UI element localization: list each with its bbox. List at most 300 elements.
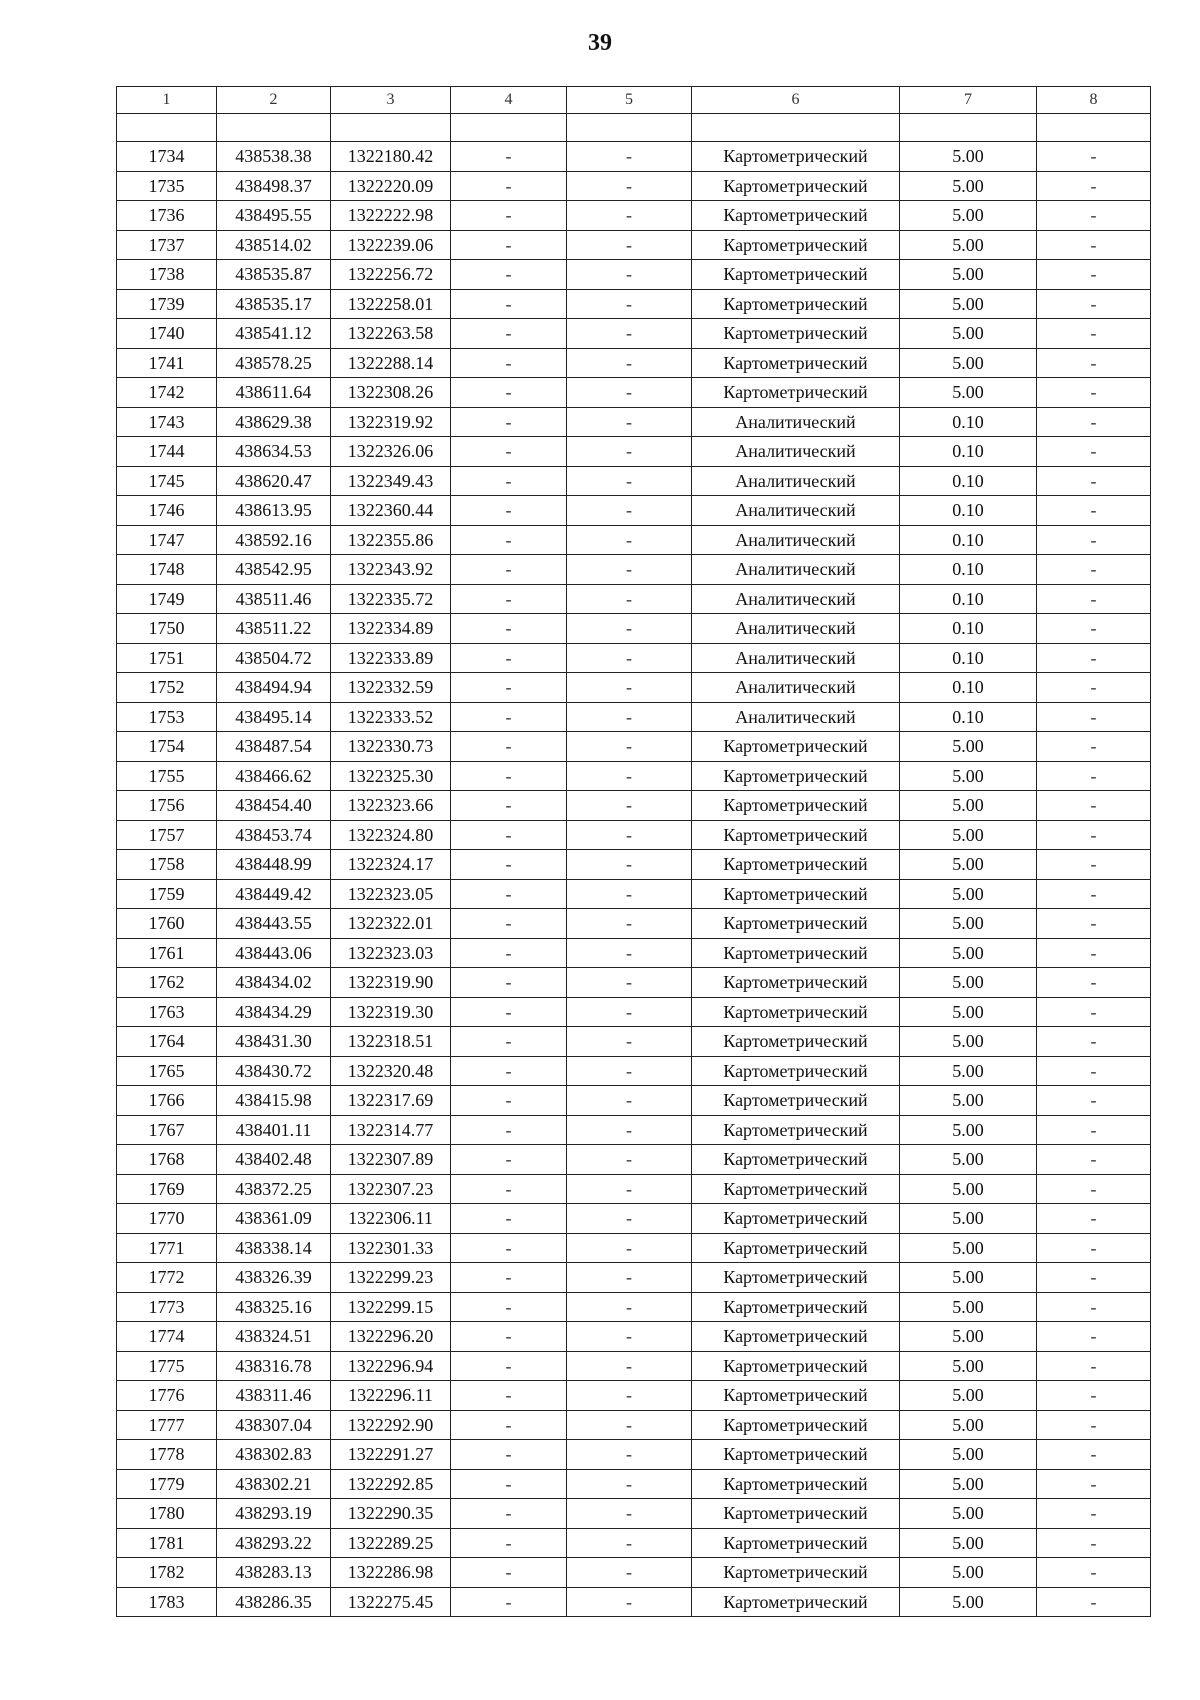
column-header-2: 2 [217,87,331,114]
col5-cell: - [567,525,692,555]
col8-cell: - [1037,1587,1151,1617]
method-cell: Аналитический [692,407,900,437]
col5-cell: - [567,1322,692,1352]
col4-cell: - [451,1263,567,1293]
accuracy-cell: 5.00 [900,1145,1037,1175]
x-coordinate-cell: 438542.95 [217,555,331,585]
method-cell: Картометрический [692,230,900,260]
x-coordinate-cell: 438498.37 [217,171,331,201]
accuracy-cell: 5.00 [900,1440,1037,1470]
table-row [117,850,1151,880]
y-coordinate-cell: 1322324.17 [331,850,451,880]
y-coordinate-cell: 1322334.89 [331,614,451,644]
col5-cell: - [567,850,692,880]
col4-cell: - [451,584,567,614]
x-coordinate-cell: 438541.12 [217,319,331,349]
col8-cell: - [1037,319,1151,349]
col8-cell: - [1037,1233,1151,1263]
method-cell: Картометрический [692,1086,900,1116]
y-coordinate-cell: 1322306.11 [331,1204,451,1234]
col4-cell: - [451,1027,567,1057]
x-coordinate-cell: 438620.47 [217,466,331,496]
method-cell: Картометрический [692,1351,900,1381]
table-header [117,87,1151,142]
table-row [117,348,1151,378]
x-coordinate-cell: 438434.02 [217,968,331,998]
x-coordinate-cell: 438514.02 [217,230,331,260]
x-coordinate-cell: 438511.46 [217,584,331,614]
col5-cell: - [567,791,692,821]
method-cell: Картометрический [692,1292,900,1322]
y-coordinate-cell: 1322290.35 [331,1499,451,1529]
x-coordinate-cell: 438325.16 [217,1292,331,1322]
col8-cell: - [1037,997,1151,1027]
point-number-cell: 1736 [117,201,217,231]
point-number-cell: 1747 [117,525,217,555]
col8-cell: - [1037,850,1151,880]
x-coordinate-cell: 438293.19 [217,1499,331,1529]
y-coordinate-cell: 1322320.48 [331,1056,451,1086]
point-number-cell: 1773 [117,1292,217,1322]
column-header-1: 1 [117,87,217,114]
method-cell: Картометрический [692,171,900,201]
point-number-cell: 1765 [117,1056,217,1086]
col5-cell: - [567,1174,692,1204]
table-row [117,1204,1151,1234]
table-row [117,791,1151,821]
accuracy-cell: 5.00 [900,1381,1037,1411]
table-row [117,1174,1151,1204]
y-coordinate-cell: 1322319.30 [331,997,451,1027]
col5-cell: - [567,702,692,732]
y-coordinate-cell: 1322330.73 [331,732,451,762]
method-cell: Аналитический [692,437,900,467]
accuracy-cell: 5.00 [900,1174,1037,1204]
col4-cell: - [451,230,567,260]
method-cell: Картометрический [692,1233,900,1263]
col5-cell: - [567,319,692,349]
method-cell: Картометрический [692,1204,900,1234]
table-row [117,1499,1151,1529]
x-coordinate-cell: 438293.22 [217,1528,331,1558]
x-coordinate-cell: 438454.40 [217,791,331,821]
x-coordinate-cell: 438449.42 [217,879,331,909]
x-coordinate-cell: 438434.29 [217,997,331,1027]
x-coordinate-cell: 438443.55 [217,909,331,939]
y-coordinate-cell: 1322323.03 [331,938,451,968]
accuracy-cell: 5.00 [900,1204,1037,1234]
accuracy-cell: 5.00 [900,142,1037,172]
blank-cell [451,114,567,142]
method-cell: Картометрический [692,1381,900,1411]
x-coordinate-cell: 438487.54 [217,732,331,762]
method-cell: Картометрический [692,1027,900,1057]
col5-cell: - [567,260,692,290]
col8-cell: - [1037,1056,1151,1086]
col5-cell: - [567,1292,692,1322]
point-number-cell: 1734 [117,142,217,172]
col4-cell: - [451,1174,567,1204]
table-row [117,407,1151,437]
method-cell: Аналитический [692,466,900,496]
col8-cell: - [1037,289,1151,319]
point-number-cell: 1745 [117,466,217,496]
table-row [117,201,1151,231]
accuracy-cell: 0.10 [900,466,1037,496]
col8-cell: - [1037,1528,1151,1558]
blank-row [117,114,1151,142]
x-coordinate-cell: 438401.11 [217,1115,331,1145]
accuracy-cell: 5.00 [900,1233,1037,1263]
accuracy-cell: 5.00 [900,820,1037,850]
accuracy-cell: 0.10 [900,702,1037,732]
col4-cell: - [451,201,567,231]
y-coordinate-cell: 1322335.72 [331,584,451,614]
accuracy-cell: 0.10 [900,437,1037,467]
method-cell: Картометрический [692,378,900,408]
col4-cell: - [451,761,567,791]
col8-cell: - [1037,1440,1151,1470]
method-cell: Картометрический [692,850,900,880]
col4-cell: - [451,1440,567,1470]
col5-cell: - [567,289,692,319]
x-coordinate-cell: 438511.22 [217,614,331,644]
col8-cell: - [1037,1410,1151,1440]
table-row [117,879,1151,909]
col5-cell: - [567,1528,692,1558]
x-coordinate-cell: 438448.99 [217,850,331,880]
method-cell: Картометрический [692,348,900,378]
col8-cell: - [1037,643,1151,673]
table-row [117,1469,1151,1499]
table-row [117,1440,1151,1470]
col5-cell: - [567,1558,692,1588]
table-row [117,732,1151,762]
col4-cell: - [451,407,567,437]
y-coordinate-cell: 1322180.42 [331,142,451,172]
accuracy-cell: 5.00 [900,1086,1037,1116]
method-cell: Картометрический [692,1410,900,1440]
col8-cell: - [1037,1027,1151,1057]
method-cell: Картометрический [692,1528,900,1558]
method-cell: Картометрический [692,820,900,850]
point-number-cell: 1766 [117,1086,217,1116]
x-coordinate-cell: 438592.16 [217,525,331,555]
col5-cell: - [567,673,692,703]
col5-cell: - [567,1145,692,1175]
point-number-cell: 1775 [117,1351,217,1381]
point-number-cell: 1739 [117,289,217,319]
point-number-cell: 1758 [117,850,217,880]
col4-cell: - [451,850,567,880]
column-number-row [117,87,1151,114]
col5-cell: - [567,378,692,408]
col8-cell: - [1037,968,1151,998]
method-cell: Аналитический [692,702,900,732]
col5-cell: - [567,879,692,909]
point-number-cell: 1740 [117,319,217,349]
x-coordinate-cell: 438629.38 [217,407,331,437]
method-cell: Картометрический [692,909,900,939]
col8-cell: - [1037,1174,1151,1204]
col5-cell: - [567,496,692,526]
col4-cell: - [451,643,567,673]
point-number-cell: 1756 [117,791,217,821]
method-cell: Картометрический [692,1263,900,1293]
blank-cell [567,114,692,142]
point-number-cell: 1764 [117,1027,217,1057]
col8-cell: - [1037,584,1151,614]
blank-cell [117,114,217,142]
y-coordinate-cell: 1322323.05 [331,879,451,909]
table-row [117,1145,1151,1175]
col5-cell: - [567,614,692,644]
x-coordinate-cell: 438443.06 [217,938,331,968]
accuracy-cell: 5.00 [900,968,1037,998]
col8-cell: - [1037,142,1151,172]
accuracy-cell: 5.00 [900,909,1037,939]
table-row [117,820,1151,850]
col8-cell: - [1037,673,1151,703]
x-coordinate-cell: 438338.14 [217,1233,331,1263]
table-row [117,1056,1151,1086]
accuracy-cell: 5.00 [900,938,1037,968]
x-coordinate-cell: 438402.48 [217,1145,331,1175]
point-number-cell: 1750 [117,614,217,644]
column-header-4: 4 [451,87,567,114]
col5-cell: - [567,997,692,1027]
table-row [117,614,1151,644]
col5-cell: - [567,1263,692,1293]
y-coordinate-cell: 1322288.14 [331,348,451,378]
y-coordinate-cell: 1322299.23 [331,1263,451,1293]
point-number-cell: 1774 [117,1322,217,1352]
y-coordinate-cell: 1322307.23 [331,1174,451,1204]
accuracy-cell: 0.10 [900,584,1037,614]
y-coordinate-cell: 1322324.80 [331,820,451,850]
point-number-cell: 1759 [117,879,217,909]
x-coordinate-cell: 438283.13 [217,1558,331,1588]
col8-cell: - [1037,1381,1151,1411]
col4-cell: - [451,555,567,585]
table-body [117,142,1151,1617]
col5-cell: - [567,1233,692,1263]
col5-cell: - [567,968,692,998]
col8-cell: - [1037,378,1151,408]
method-cell: Картометрический [692,1440,900,1470]
method-cell: Аналитический [692,525,900,555]
accuracy-cell: 0.10 [900,643,1037,673]
method-cell: Картометрический [692,879,900,909]
table-row [117,1587,1151,1617]
col4-cell: - [451,171,567,201]
col8-cell: - [1037,201,1151,231]
table-row [117,496,1151,526]
table-row [117,938,1151,968]
method-cell: Картометрический [692,997,900,1027]
blank-cell [1037,114,1151,142]
point-number-cell: 1780 [117,1499,217,1529]
y-coordinate-cell: 1322258.01 [331,289,451,319]
point-number-cell: 1760 [117,909,217,939]
col8-cell: - [1037,702,1151,732]
table-row [117,1263,1151,1293]
table-row [117,171,1151,201]
accuracy-cell: 5.00 [900,1027,1037,1057]
accuracy-cell: 5.00 [900,1558,1037,1588]
col4-cell: - [451,289,567,319]
accuracy-cell: 5.00 [900,1351,1037,1381]
accuracy-cell: 5.00 [900,1322,1037,1352]
method-cell: Аналитический [692,555,900,585]
column-header-8: 8 [1037,87,1151,114]
x-coordinate-cell: 438307.04 [217,1410,331,1440]
table-row [117,260,1151,290]
x-coordinate-cell: 438430.72 [217,1056,331,1086]
col4-cell: - [451,319,567,349]
y-coordinate-cell: 1322292.90 [331,1410,451,1440]
y-coordinate-cell: 1322263.58 [331,319,451,349]
column-header-5: 5 [567,87,692,114]
col5-cell: - [567,466,692,496]
method-cell: Картометрический [692,1558,900,1588]
col8-cell: - [1037,525,1151,555]
col4-cell: - [451,437,567,467]
method-cell: Картометрический [692,1174,900,1204]
accuracy-cell: 5.00 [900,761,1037,791]
x-coordinate-cell: 438415.98 [217,1086,331,1116]
x-coordinate-cell: 438453.74 [217,820,331,850]
col8-cell: - [1037,407,1151,437]
col4-cell: - [451,142,567,172]
accuracy-cell: 0.10 [900,496,1037,526]
col8-cell: - [1037,1322,1151,1352]
col5-cell: - [567,1410,692,1440]
blank-cell [217,114,331,142]
accuracy-cell: 5.00 [900,1263,1037,1293]
y-coordinate-cell: 1322275.45 [331,1587,451,1617]
table-row [117,378,1151,408]
x-coordinate-cell: 438372.25 [217,1174,331,1204]
table-row [117,761,1151,791]
method-cell: Картометрический [692,1322,900,1352]
y-coordinate-cell: 1322308.26 [331,378,451,408]
accuracy-cell: 5.00 [900,260,1037,290]
accuracy-cell: 5.00 [900,1587,1037,1617]
col5-cell: - [567,643,692,673]
point-number-cell: 1754 [117,732,217,762]
col8-cell: - [1037,1469,1151,1499]
col4-cell: - [451,879,567,909]
col5-cell: - [567,1204,692,1234]
point-number-cell: 1755 [117,761,217,791]
y-coordinate-cell: 1322307.89 [331,1145,451,1175]
x-coordinate-cell: 438578.25 [217,348,331,378]
x-coordinate-cell: 438494.94 [217,673,331,703]
col4-cell: - [451,732,567,762]
table-row [117,968,1151,998]
table-row [117,466,1151,496]
x-coordinate-cell: 438611.64 [217,378,331,408]
col8-cell: - [1037,820,1151,850]
column-header-7: 7 [900,87,1037,114]
accuracy-cell: 5.00 [900,1115,1037,1145]
col4-cell: - [451,702,567,732]
col8-cell: - [1037,1292,1151,1322]
col5-cell: - [567,201,692,231]
accuracy-cell: 5.00 [900,1292,1037,1322]
point-number-cell: 1743 [117,407,217,437]
accuracy-cell: 5.00 [900,1469,1037,1499]
col8-cell: - [1037,1086,1151,1116]
col5-cell: - [567,1027,692,1057]
col5-cell: - [567,820,692,850]
table-row [117,437,1151,467]
method-cell: Картометрический [692,968,900,998]
table-row [117,525,1151,555]
y-coordinate-cell: 1322349.43 [331,466,451,496]
accuracy-cell: 5.00 [900,1056,1037,1086]
point-number-cell: 1768 [117,1145,217,1175]
col4-cell: - [451,1204,567,1234]
col4-cell: - [451,791,567,821]
x-coordinate-cell: 438634.53 [217,437,331,467]
table-row [117,673,1151,703]
col4-cell: - [451,378,567,408]
point-number-cell: 1742 [117,378,217,408]
method-cell: Картометрический [692,142,900,172]
table-row [117,1410,1151,1440]
col4-cell: - [451,260,567,290]
table-row [117,230,1151,260]
table-row [117,909,1151,939]
col5-cell: - [567,555,692,585]
point-number-cell: 1781 [117,1528,217,1558]
accuracy-cell: 5.00 [900,1528,1037,1558]
col8-cell: - [1037,1351,1151,1381]
col4-cell: - [451,673,567,703]
col4-cell: - [451,1528,567,1558]
col4-cell: - [451,466,567,496]
point-number-cell: 1737 [117,230,217,260]
method-cell: Картометрический [692,289,900,319]
accuracy-cell: 5.00 [900,230,1037,260]
accuracy-cell: 5.00 [900,1499,1037,1529]
x-coordinate-cell: 438316.78 [217,1351,331,1381]
col8-cell: - [1037,496,1151,526]
y-coordinate-cell: 1322333.52 [331,702,451,732]
table-row [117,997,1151,1027]
y-coordinate-cell: 1322292.85 [331,1469,451,1499]
col5-cell: - [567,1086,692,1116]
method-cell: Картометрический [692,1056,900,1086]
col5-cell: - [567,761,692,791]
col8-cell: - [1037,732,1151,762]
col5-cell: - [567,1587,692,1617]
col4-cell: - [451,1056,567,1086]
method-cell: Аналитический [692,643,900,673]
x-coordinate-cell: 438613.95 [217,496,331,526]
table-row [117,1558,1151,1588]
y-coordinate-cell: 1322333.89 [331,643,451,673]
y-coordinate-cell: 1322319.90 [331,968,451,998]
method-cell: Картометрический [692,938,900,968]
col4-cell: - [451,938,567,968]
col5-cell: - [567,1381,692,1411]
x-coordinate-cell: 438361.09 [217,1204,331,1234]
point-number-cell: 1746 [117,496,217,526]
point-number-cell: 1772 [117,1263,217,1293]
